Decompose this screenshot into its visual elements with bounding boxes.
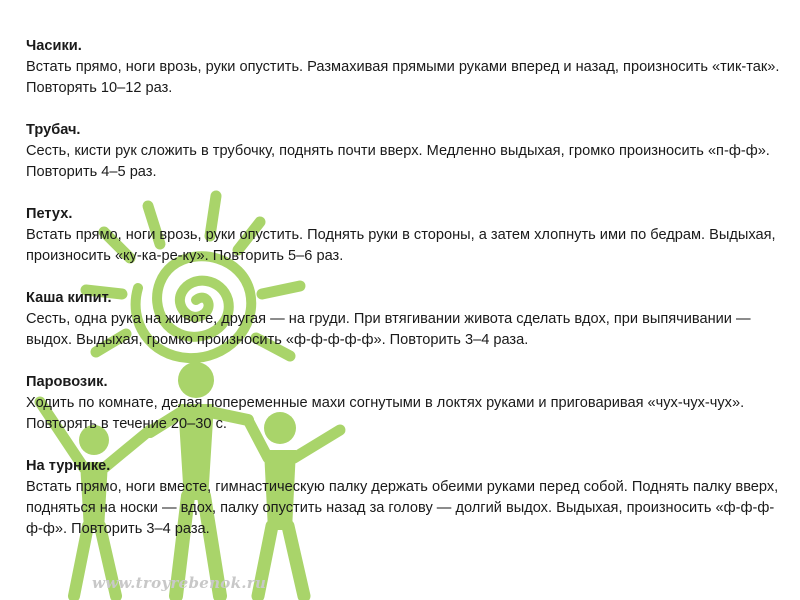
exercise-title: На турнике.: [26, 458, 111, 474]
website-watermark: www.troyrebenok.ru: [92, 574, 267, 592]
exercise-title: Петух.: [26, 206, 73, 222]
exercise-item: [26, 204, 786, 267]
exercise-description: Сесть, кисти рук сложить в трубочку, поднять почти вверх. Медленно выдыхая, громко произносить «п-ф-ф». Повторить 4–5 раз.: [26, 143, 770, 180]
exercise-title: Паровозик.: [26, 374, 108, 390]
exercise-item: [26, 372, 786, 435]
exercise-item: [26, 288, 786, 351]
exercise-description: Ходить по комнате, делая попеременные махи согнутыми в локтях руками и приговаривая «чух-чух-чух». Повторять в течение 20–30 с.: [26, 395, 745, 432]
exercise-title: Трубач.: [26, 122, 81, 138]
exercise-description: Встать прямо, ноги вместе, гимнастическую палку держать обеими руками перед собой. Поднять палку вверх, подняться на носки — вдох, палку опустить назад за голову — долгий выдох. Выдыхая, произносить «ф-ф-ф-ф-ф». Повторить 3–4 раза.: [26, 479, 779, 537]
exercise-item: [26, 36, 786, 99]
exercise-description: Встать прямо, ноги врозь, руки опустить. Размахивая прямыми руками вперед и назад, произносить «тик-так». Повторять 10–12 раз.: [26, 59, 780, 96]
exercise-description: Встать прямо, ноги врозь, руки опустить. Поднять руки в стороны, а затем хлопнуть ими по бедрам. Выдыхая, произносить «ку-ка-ре-ку». Повторить 5–6 раз.: [26, 227, 776, 264]
exercise-description: Сесть, одна рука на животе, другая — на груди. При втягивании живота сделать вдох, при выпячивании — выдох. Выдыхая, громко произносить «ф-ф-ф-ф-ф». Повторить 3–4 раза.: [26, 311, 751, 348]
exercise-title: Каша кипит.: [26, 290, 112, 306]
exercise-item: [26, 456, 786, 540]
exercise-title: Часики.: [26, 38, 82, 54]
exercise-list: [26, 36, 786, 561]
exercise-item: [26, 120, 786, 183]
